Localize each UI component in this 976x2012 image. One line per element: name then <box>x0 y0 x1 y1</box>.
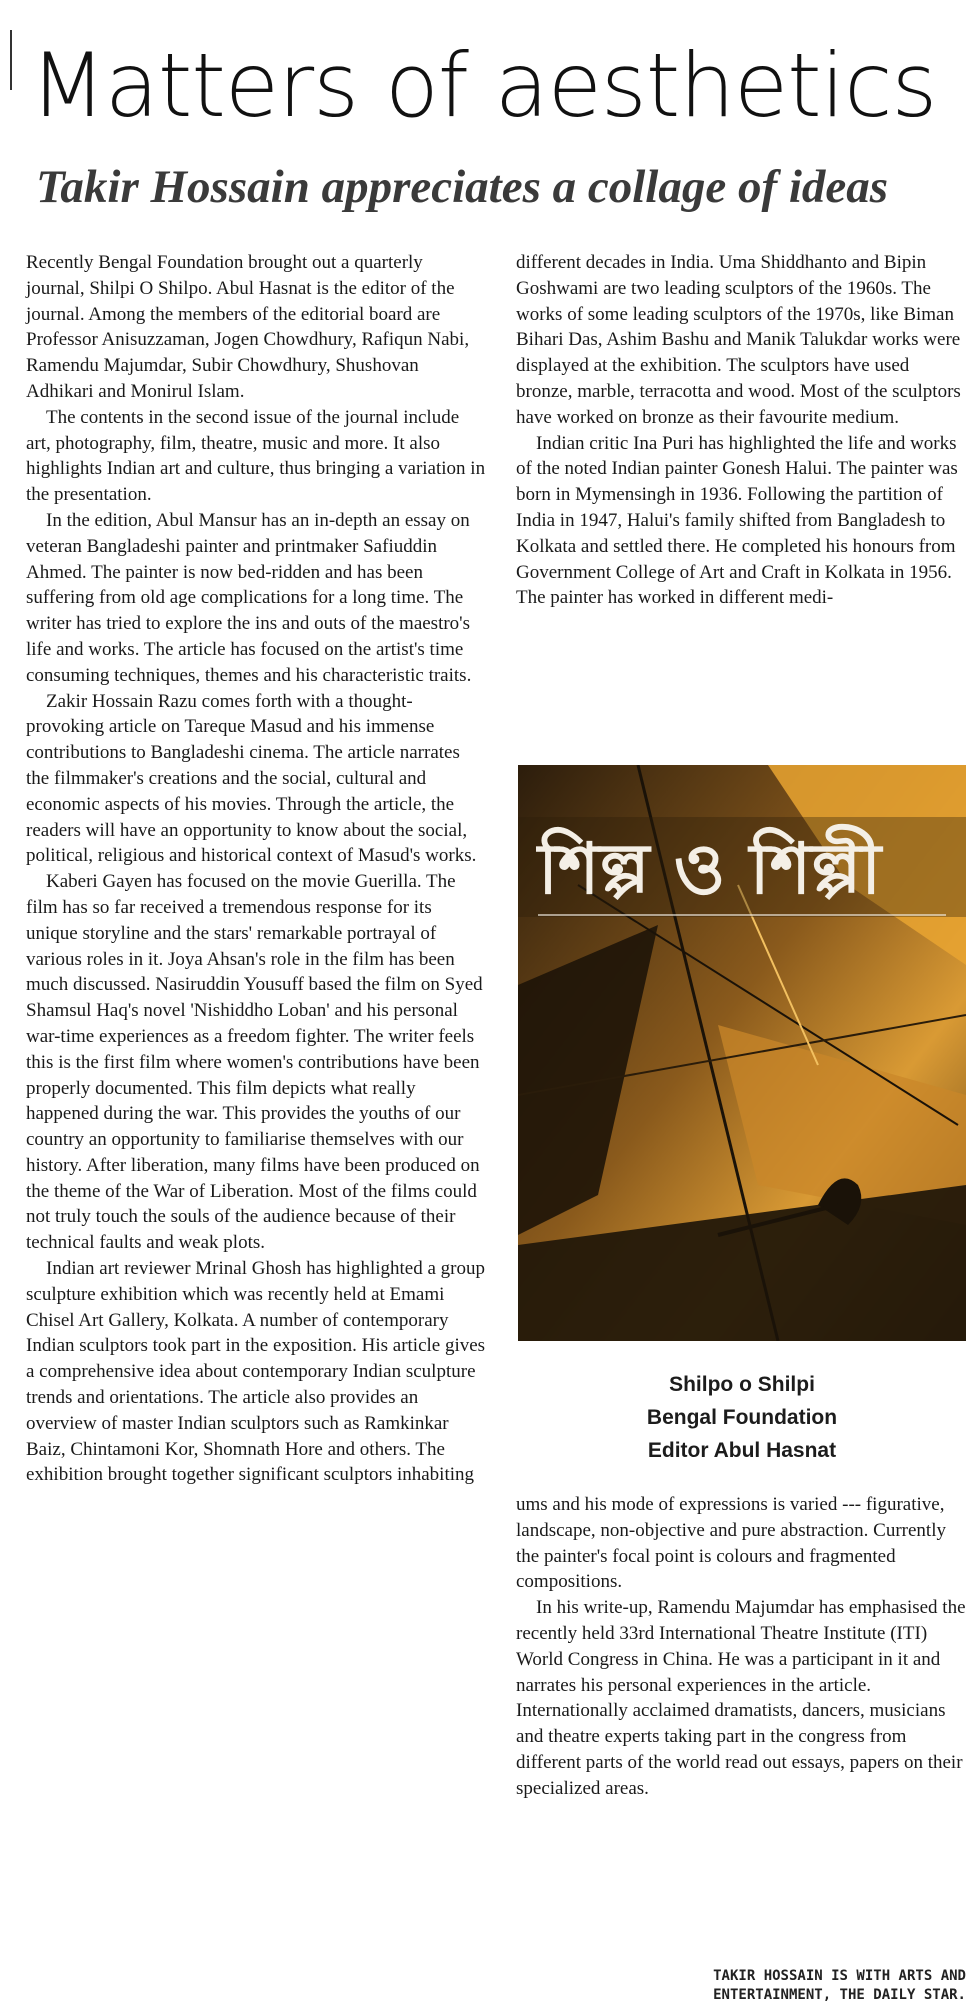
caption-line: Editor Abul Hasnat <box>647 1439 837 1462</box>
image-caption <box>518 1368 966 1467</box>
author-byline <box>600 1967 966 2005</box>
cover-artwork <box>518 765 966 1341</box>
article-column-right-top <box>516 250 970 611</box>
paragraph: ums and his mode of expressions is varied --- figurative, landscape, non-objective and pure abstraction. Currently the painter's focal point is colours and fragmented compositions. <box>516 1494 946 1593</box>
byline-line: ENTERTAINMENT, THE DAILY STAR. <box>713 1987 966 2003</box>
paragraph: In the edition, Abul Mansur has an in-depth an essay on veteran Bangladeshi painter and printmaker Safiuddin Ahmed. The painter is now bed-ridden and has been suffering from old age complications for a long time. The writer has tried to explore the ins and outs of the maestro's life and works. The article has focused on the artist's time consuming techniques, themes and his characteristic traits. <box>26 509 472 686</box>
paragraph: different decades in India. Uma Shiddhanto and Bipin Goshwami are two leading sculptors of the 1960s. The works of some leading sculptors of the 1970s, like Biman Bihari Das, Ashim Bashu and Manik Talukdar works were displayed at the exhibition. The sculptors have used bronze, marble, terracotta and wood. Most of the sculptors have worked on bronze as their favourite medium. <box>516 252 961 428</box>
paragraph: In his write-up, Ramendu Majumdar has emphasised the recently held 33rd International Theatre Institute (ITI) World Congress in China. He was a participant in it and narrates his personal experiences in the article. Internationally acclaimed dramatists, dancers, musicians and theatre experts taking part in the congress from different parts of the world read out essays, papers on their specialized areas. <box>516 1597 966 1799</box>
article-column-left <box>26 250 486 1488</box>
paragraph: Zakir Hossain Razu comes forth with a thought-provoking article on Tareque Masud and his immense contributions to Bangladeshi cinema. The article narrates the filmmaker's creations and the social, cultural and economic aspects of his movies. Through the article, the readers will have an opportunity to know about the social, political, religious and historical context of Masud's works. <box>26 690 477 867</box>
paragraph: Indian art reviewer Mrinal Ghosh has highlighted a group sculpture exhibition which was recently held at Emami Chisel Art Gallery, Kolkata. A number of contemporary Indian sculptors took part in the exposition. His article gives a comprehensive idea about contemporary Indian sculpture trends and orientations. The article also provides an overview of master Indian sculptors such as Ramkinkar Baiz, Chintamoni Kor, Shomnath Hore and others. The exhibition brought together significant sculptors inhabiting <box>26 1258 486 1486</box>
caption-line: Bengal Foundation <box>646 1406 838 1429</box>
paragraph: Kaberi Gayen has focused on the movie Guerilla. The film has so far received a tremendous response for its unique storyline and the stars' remarkable portrayal of various roles in it. Joya Ahsan's role in the film has been much discussed. Nasiruddin Yousuff based the film on Syed Shamsul Haq's novel 'Nishiddho Loban' and his personal war-time experiences as a freedom fighter. The writer feels this is the first film where women's contributions have been properly documented. This film depicts what really happened during the war. This provides the youths of our country an opportunity to familiarise themselves with our history. After liberation, many films have been produced on the theme of the War of Liberation. Most of the films could not truly touch the souls of the audience because of their technical faults and weak plots. <box>26 871 483 1254</box>
paragraph: Recently Bengal Foundation brought out a quarterly journal, Shilpi O Shilpo. Abul Hasnat is the editor of the journal. Among the members of the editorial board are Professor Anisuzzaman, Jogen Chowdhury, Rafiqun Nabi, Ramendu Majumdar, Subir Chowdhury, Shushovan Adhikari and Monirul Islam. <box>26 252 470 402</box>
cover-title: শিল্প ও শিল্পী <box>538 828 882 910</box>
article-column-right-bottom <box>516 1492 970 1802</box>
subheadline: Takir Hossain appreciates a collage of ideas <box>36 161 889 213</box>
headline-rule <box>10 30 12 90</box>
headline: Matters of aesthetics <box>30 34 937 137</box>
byline-line: TAKIR HOSSAIN IS WITH ARTS AND <box>713 1968 966 1984</box>
paragraph: Indian critic Ina Puri has highlighted the life and works of the noted Indian painter Gonesh Halui. The painter was born in Mymensingh in 1936. Following the partition of India in 1947, Halui's family shifted from Bangladesh to Kolkata and settled there. He completed his honours from Government College of Art and Craft in Kolkata in 1956. The painter has worked in different medi- <box>516 432 958 609</box>
journal-cover-image <box>518 765 966 1341</box>
paragraph: The contents in the second issue of the journal include art, photography, film, theatre, music and more. It also highlights Indian art and culture, thus bringing a variation in the presentation. <box>26 406 486 506</box>
caption-line: Shilpo o Shilpi <box>669 1373 815 1396</box>
